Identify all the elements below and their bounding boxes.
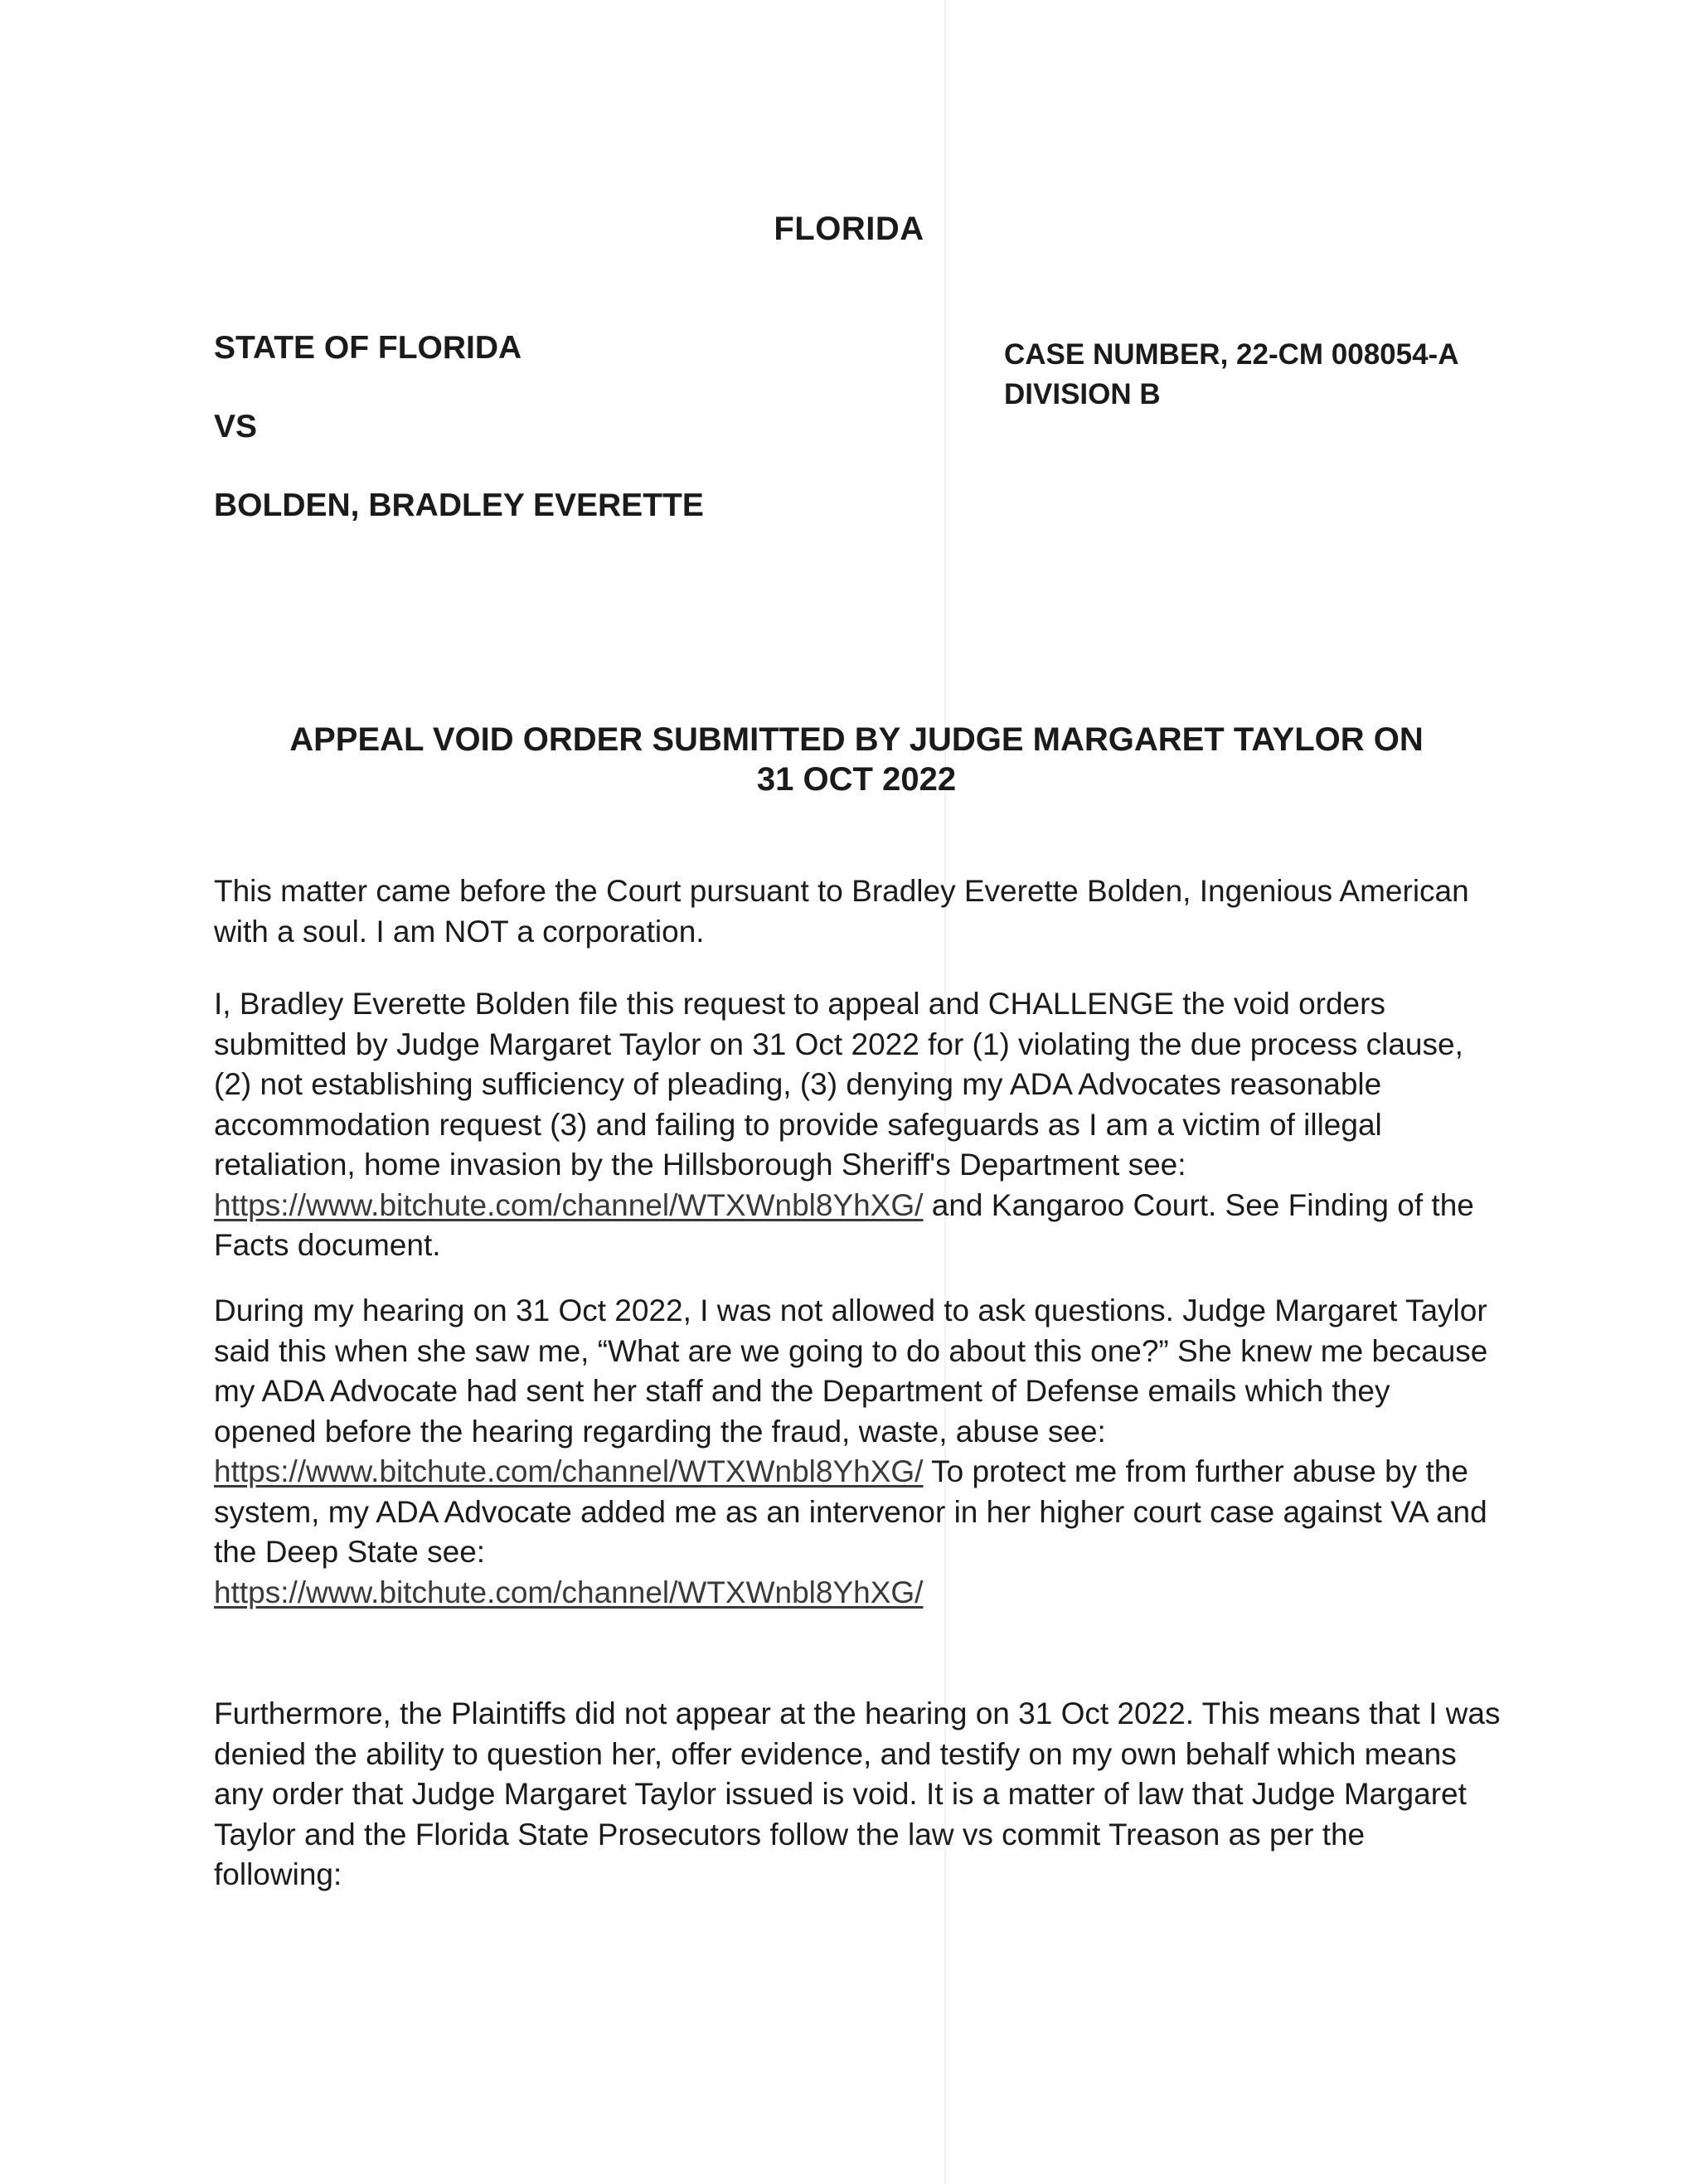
paragraph-4: Furthermore, the Plaintiffs did not appear at the hearing on 31 Oct 2022. This means that I was denied the ability to question her, offer evidence, and testify on my own behalf which means any order that Judge Margaret Taylor issued is void. It is a matter of law that Judge Margaret Taylor and the Florida State Prosecutors follow the law vs commit Treason as per the following: <box>214 1696 1501 1891</box>
case-number: CASE NUMBER, 22-CM 008054-A <box>1004 338 1459 371</box>
paragraph-3-text: During my hearing on 31 Oct 2022, I was not allowed to ask questions. Judge Margaret Taylor said this when she saw me, “What are we going to do about this one?” She knew me because my ADA Advocate had sent her staff and the Department of Defense emails which they opened before the hearing regarding the fraud, waste, abuse see: <box>214 1293 1488 1449</box>
versus-label: VS <box>214 409 258 444</box>
bitchute-link[interactable]: https://www.bitchute.com/channel/WTXWnbl8YhXG/ <box>214 1187 924 1222</box>
defendant-name: BOLDEN, BRADLEY EVERETTE <box>214 488 704 523</box>
division-label: DIVISION B <box>1004 378 1161 410</box>
state-heading: FLORIDA <box>774 211 924 247</box>
paragraph-1: This matter came before the Court pursuant to Bradley Everette Bolden, Ingenious American with a soul. I am NOT a corporation. <box>214 874 1469 949</box>
document-title <box>214 720 1499 799</box>
paragraph-2-text: I, Bradley Everette Bolden file this request to appeal and CHALLENGE the void orders submitted by Judge Margaret Taylor on 31 Oct 2022 for (1) violating the due process clause, (2) not establishing sufficiency of pleading, (3) denying my ADA Advocates reasonable accommodation request (3) and failing to provide safeguards as I am a victim of illegal retaliation, home invasion by the Hillsborough Sheriff's Department see: <box>214 987 1463 1182</box>
paragraph-2 <box>214 984 1501 1266</box>
plaintiff-name: STATE OF FLORIDA <box>214 330 522 366</box>
case-caption-parties <box>214 332 844 522</box>
bitchute-link[interactable]: https://www.bitchute.com/channel/WTXWnbl8YhXG/ <box>214 1575 924 1609</box>
paragraph-3 <box>214 1291 1501 1613</box>
paragraph-3-text-middle: To protect me from further abuse by the system, my ADA Advocate added me as an intervenor in her higher court case against VA and the Deep State see: <box>214 1454 1487 1569</box>
title-line-1: APPEAL VOID ORDER SUBMITTED BY JUDGE MARGARET TAYLOR ON <box>289 721 1424 758</box>
bitchute-link[interactable]: https://www.bitchute.com/channel/WTXWnbl8YhXG/ <box>214 1454 924 1488</box>
paragraph-2-text-end: and Kangaroo Court. See Finding of the Facts document. <box>214 1187 1474 1262</box>
title-line-2: 31 OCT 2022 <box>756 761 957 798</box>
case-caption-details <box>1004 335 1584 415</box>
